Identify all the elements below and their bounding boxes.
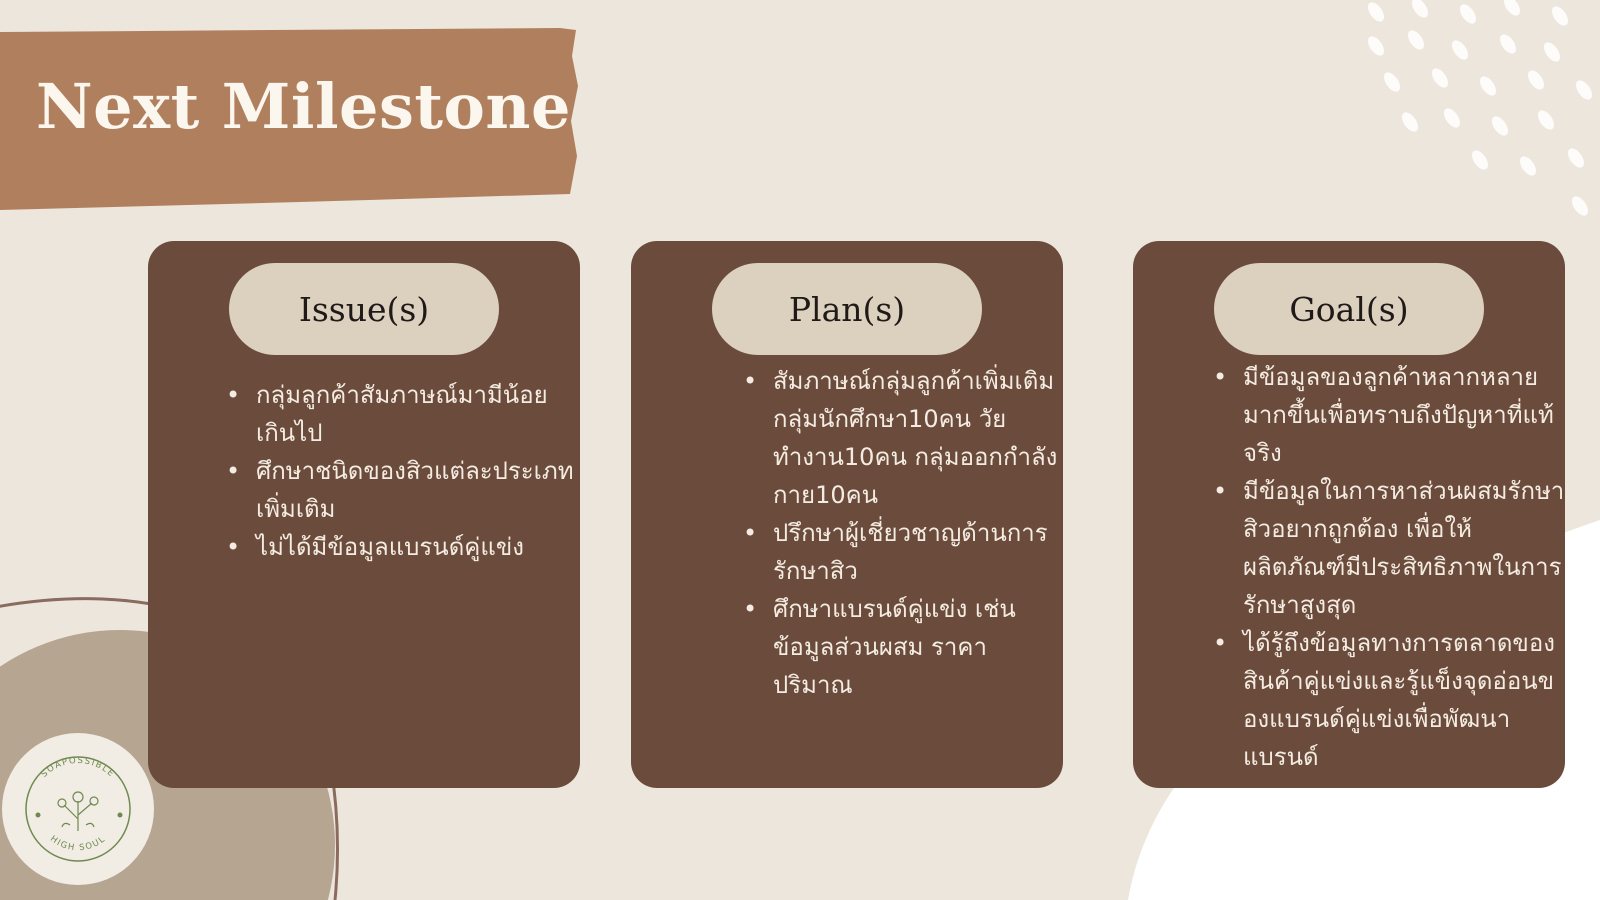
logo-dot-right: [118, 813, 123, 818]
goals-list: [1213, 358, 1573, 776]
flower-icon: [58, 792, 98, 831]
plans-item: • สัมภาษณ์กลุ่มลูกค้าเพิ่มเติม กลุ่มนักศึกษา10คน วัยทำงาน10คน กลุ่มออกกำลังกาย10คน: [773, 362, 1063, 514]
plans-heading: Plan(s): [712, 263, 982, 355]
plans-item: • ศึกษาแบรนด์คู่แข่ง เช่น ข้อมูลส่วนผสม ราคา ปริมาณ: [773, 590, 1063, 704]
goals-card: [1133, 241, 1565, 788]
plans-card: [631, 241, 1063, 788]
goals-heading: Goal(s): [1214, 263, 1484, 355]
slide-title: Next Milestone: [36, 70, 571, 143]
logo-top-text: SOAPOSSIBLE: [39, 755, 117, 780]
issues-list: [226, 376, 576, 566]
brush-dots-pattern: [1365, 0, 1595, 218]
goals-item: • มีข้อมูลของลูกค้าหลากหลายมากขึ้นเพื่อทราบถึงปัญหาที่แท้จริง: [1243, 358, 1573, 472]
logo-dot-left: [36, 813, 41, 818]
brand-logo: [2, 733, 154, 885]
plans-list: [743, 362, 1063, 704]
goals-item: • ได้รู้ถึงข้อมูลทางการตลาดของสินค้าคู่แข่งและรู้แข็งจุดอ่อนของแบรนด์คู่แข่งเพื่อพัฒนาแบรนด์: [1243, 624, 1573, 776]
issues-item: • ไม่ได้มีข้อมูลแบรนด์คู่แข่ง: [256, 528, 576, 566]
logo-bottom-text: HIGH SOUL: [48, 834, 108, 854]
plans-item: • ปรึกษาผู้เชี่ยวชาญด้านการรักษาสิว: [773, 514, 1063, 590]
issues-card: [148, 241, 580, 788]
issues-item: • ศึกษาชนิดของสิวแต่ละประเภทเพิ่มเติม: [256, 452, 576, 528]
issues-heading: Issue(s): [229, 263, 499, 355]
svg-text:HIGH SOUL: [48, 834, 108, 853]
issues-item: • กลุ่มลูกค้าสัมภาษณ์มามีน้อยเกินไป: [256, 376, 576, 452]
svg-text:SOAPOSSIBLE: [39, 756, 116, 780]
goals-item: • มีข้อมูลในการหาส่วนผสมรักษาสิวอยากถูกต้อง เพื่อให้ผลิตภัณฑ์มีประสิทธิภาพในการรักษาสูงสุด: [1243, 472, 1573, 624]
